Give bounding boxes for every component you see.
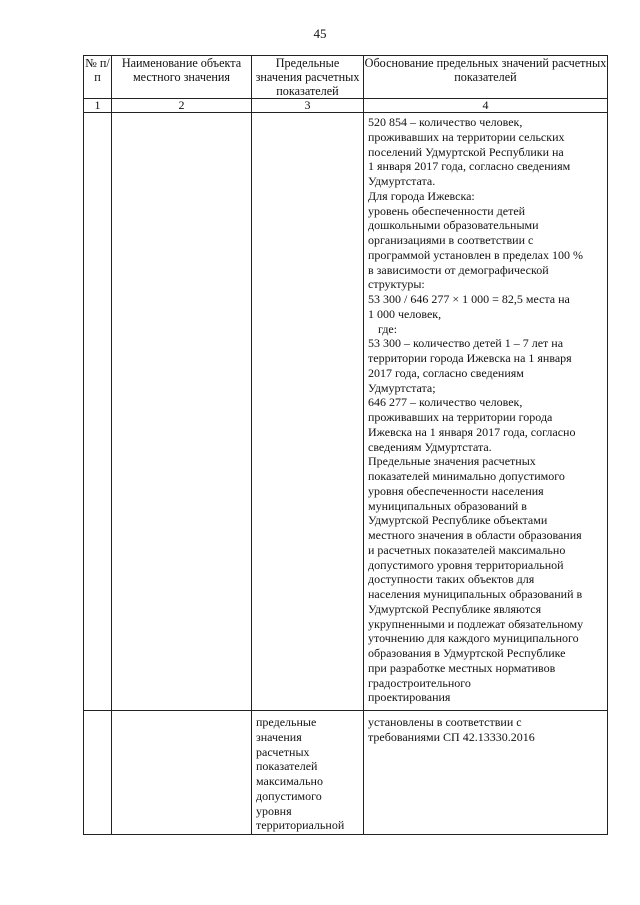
column-number: 1 — [84, 99, 112, 113]
text-line: в зависимости от демографической — [368, 262, 549, 277]
text-line: Удмуртской Республике объектами — [368, 513, 548, 528]
table-row — [84, 113, 608, 711]
text-line: Удмуртстата; — [368, 380, 436, 395]
text-line: уровня обеспеченности населения — [368, 483, 544, 498]
text-line: уровень обеспеченности детей — [368, 203, 526, 218]
text-line: установлены в соответствии с — [368, 715, 522, 729]
text-line: 53 300 – количество детей 1 – 7 лет на — [368, 336, 564, 351]
row1-col3 — [252, 113, 364, 711]
text-line: предельные — [256, 715, 317, 729]
header-number: № п/п — [84, 56, 112, 99]
row2-col1 — [84, 711, 112, 835]
text-line: 1 января 2017 года, согласно сведениям — [368, 159, 571, 174]
text-line: показателей — [256, 759, 318, 774]
text-line: проживавших на территории сельских — [368, 129, 565, 144]
text-line: и расчетных показателей максимально — [368, 542, 566, 557]
header-justification: Обоснование предельных значений расчетных показателей — [364, 56, 608, 99]
text-line: Удмуртской Республике являются — [368, 601, 542, 616]
text-line: уточнению для каждого муниципального — [368, 631, 579, 646]
row2-col2 — [112, 711, 252, 835]
text-line: местного значения в области образования — [368, 528, 582, 542]
header-object-name: Наименование объекта местного значения — [112, 56, 252, 99]
text-line: образования в Удмуртской Республике — [368, 646, 566, 660]
column-number: 4 — [364, 99, 608, 113]
row2-justification-cell — [364, 711, 608, 835]
text-line: укрупненными и подлежат обязательному — [368, 616, 584, 631]
text-line: Удмуртстата. — [368, 174, 436, 188]
table-row — [84, 711, 608, 835]
text-line: организациями в соответствии с — [368, 233, 534, 247]
text-line: проектирования — [368, 690, 451, 705]
text-line: населения муниципальных образований в — [368, 587, 583, 601]
row1-justification-cell — [364, 113, 608, 711]
text-line: программой установлен в пределах 100 % — [368, 247, 583, 262]
row1-col1 — [84, 113, 112, 711]
text-line: Предельные значения расчетных — [368, 454, 536, 469]
text-line: территории города Ижевска на 1 января — [368, 351, 572, 365]
header-limit-values: Предельные значения расчетных показателей — [252, 56, 364, 99]
row2-limit-cell — [252, 711, 364, 835]
text-line: 1 000 человек, — [368, 306, 442, 321]
text-line: 520 854 – количество человек, — [368, 115, 523, 129]
text-line: максимально — [256, 774, 323, 788]
table-header-row — [84, 56, 608, 99]
text-line: доступности таких объектов для — [368, 572, 535, 587]
text-line: допустимого — [256, 788, 322, 803]
text-line: уровня — [256, 803, 292, 818]
column-number: 2 — [112, 99, 252, 113]
row1-col2 — [112, 113, 252, 711]
text-line: поселений Удмуртской Республики на — [368, 144, 564, 159]
text-line: сведениям Удмуртстата. — [368, 439, 492, 454]
text-line: где: — [378, 321, 398, 336]
text-line: Для города Ижевска: — [368, 188, 475, 203]
text-line: территориальной — [256, 818, 345, 833]
page-number: 45 — [313, 26, 327, 41]
text-line: допустимого уровня территориальной — [368, 557, 564, 572]
text-line: проживавших на территории города — [368, 410, 553, 424]
text-line: дошкольными образовательными — [368, 218, 539, 233]
column-number: 3 — [252, 99, 364, 113]
text-line: 2017 года, согласно сведениям — [368, 365, 524, 380]
text-line: значения — [256, 729, 302, 744]
regulation-table — [83, 55, 608, 835]
text-line: Ижевска на 1 января 2017 года, согласно — [368, 424, 576, 439]
text-line: муниципальных образований в — [368, 498, 527, 513]
text-line: показателей минимально допустимого — [368, 469, 565, 483]
text-line: 53 300 / 646 277 × 1 000 = 82,5 места на — [368, 292, 570, 306]
text-line: структуры: — [368, 277, 425, 292]
text-line: при разработке местных нормативов — [368, 660, 556, 675]
text-line: 646 277 – количество человек, — [368, 395, 523, 410]
text-line: градостроительного — [368, 675, 471, 690]
column-number-row — [84, 99, 608, 113]
text-line: требованиями СП 42.13330.2016 — [368, 729, 535, 744]
text-line: расчетных — [256, 744, 310, 759]
